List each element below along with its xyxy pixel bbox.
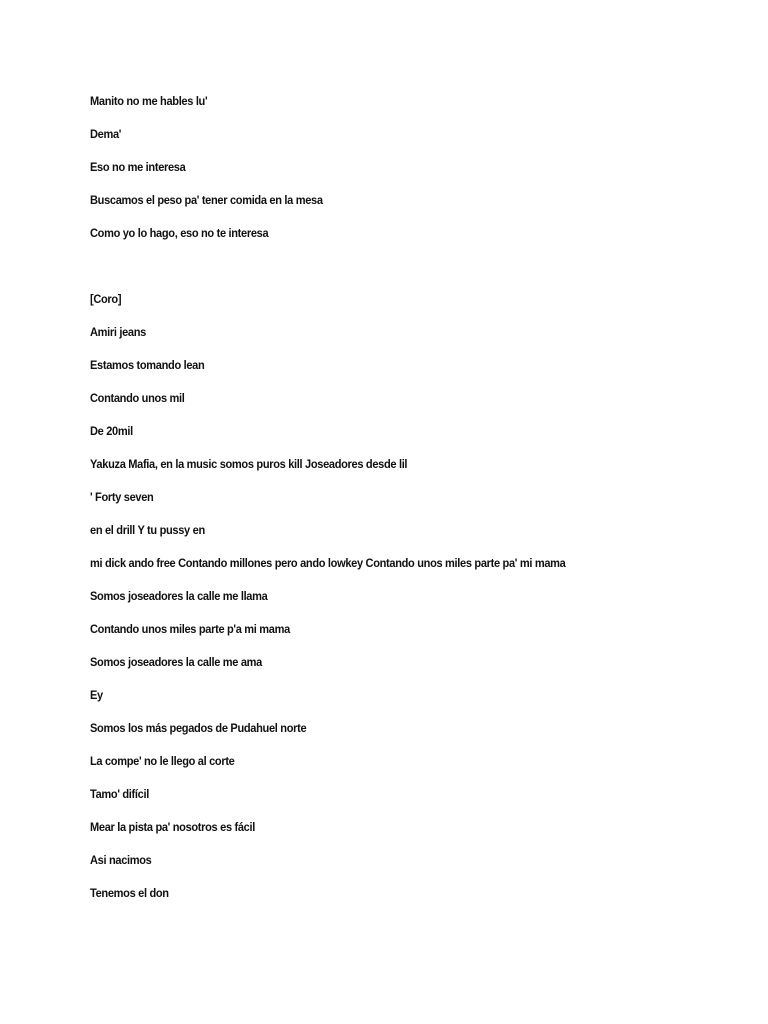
lyric-line: Tamo' difícil (90, 787, 149, 801)
lyrics-document (90, 85, 728, 910)
lyric-line: Asi nacimos (90, 853, 152, 867)
lyric-line: Como yo lo hago, eso no te interesa (90, 226, 269, 240)
lyric-line: Somos joseadores la calle me ama (90, 655, 262, 669)
lyric-line: mi dick ando free Contando millones pero ando lowkey Contando unos miles parte pa' mi mama (90, 556, 566, 570)
lyric-line: ' Forty seven (90, 490, 154, 504)
lyric-line: Manito no me hables lu' (90, 94, 208, 108)
lyric-line: Yakuza Mafia, en la music somos puros kill Joseadores desde lil (90, 457, 408, 471)
lyric-line: Estamos tomando lean (90, 358, 205, 372)
lyric-line: Amiri jeans (90, 325, 146, 339)
section-label: [Coro] (90, 292, 122, 306)
lyric-line: Tenemos el don (90, 886, 169, 900)
blank-line (90, 250, 677, 283)
lyric-line: Ey (90, 688, 103, 702)
lyric-line: Somos los más pegados de Pudahuel norte (90, 721, 307, 735)
lyric-line: Contando unos mil (90, 391, 185, 405)
lyric-line: Dema' (90, 127, 122, 141)
lyric-line: Buscamos el peso pa' tener comida en la mesa (90, 193, 323, 207)
lyric-line: De 20mil (90, 424, 133, 438)
lyric-line: Eso no me interesa (90, 160, 186, 174)
lyric-line: La compe' no le llego al corte (90, 754, 235, 768)
lyric-line: Mear la pista pa' nosotros es fácil (90, 820, 255, 834)
lyric-line: en el drill Y tu pussy en (90, 523, 205, 537)
lyric-line: Contando unos miles parte p'a mi mama (90, 622, 290, 636)
lyric-line: Somos joseadores la calle me llama (90, 589, 268, 603)
